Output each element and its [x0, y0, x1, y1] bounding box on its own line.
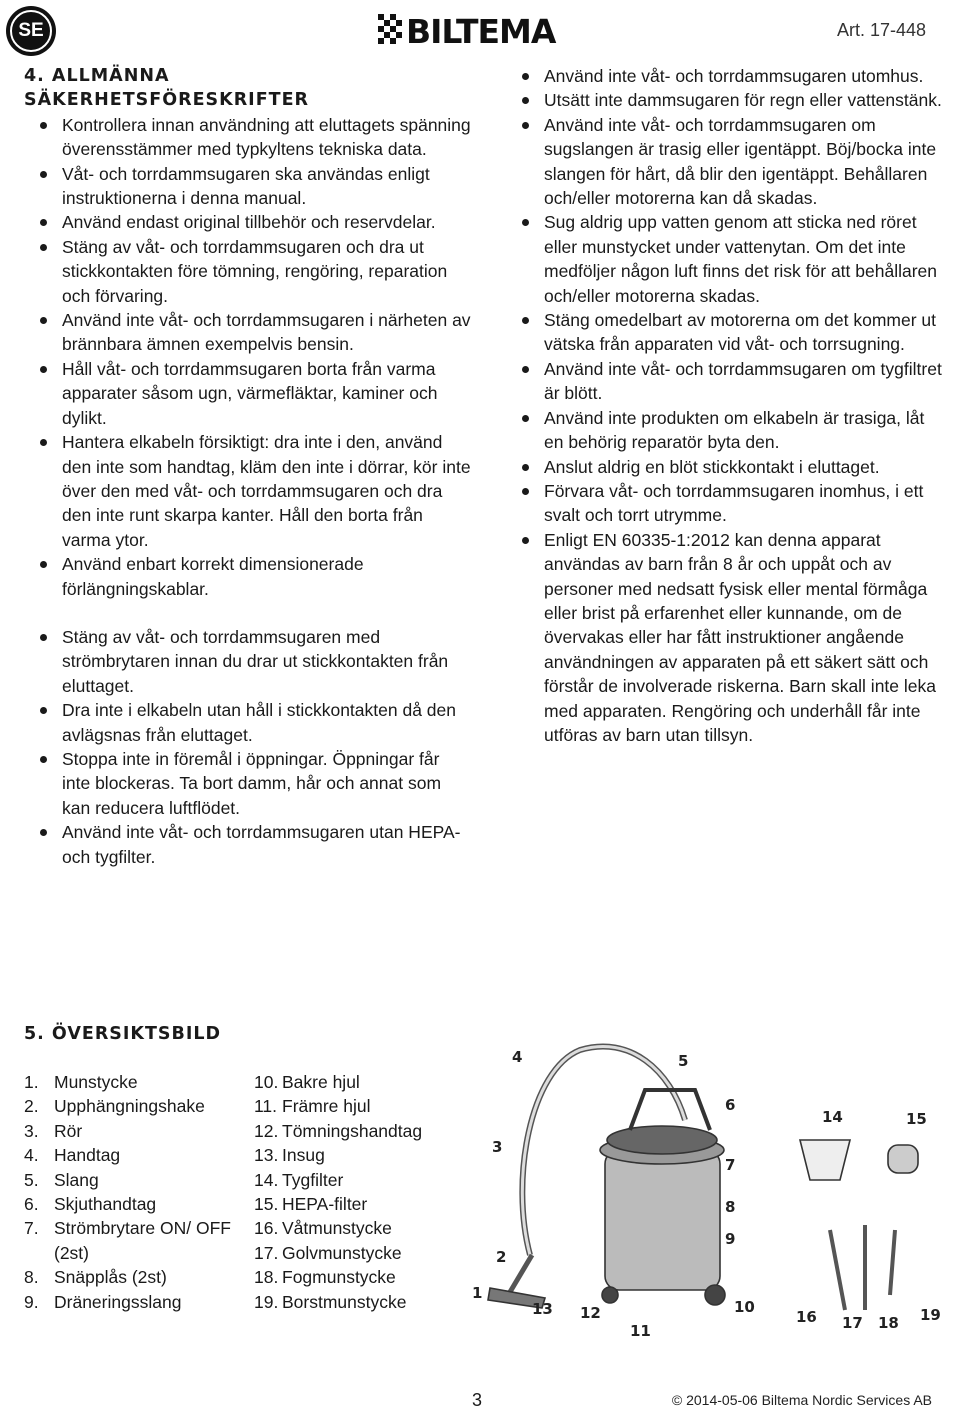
part-number: 14.: [254, 1169, 279, 1190]
vacuum-overview-diagram: [470, 1030, 950, 1345]
logo-text: BILTEMA: [406, 12, 556, 46]
section-4-title-line2: SÄKERHETSFÖRESKRIFTER: [24, 90, 310, 111]
list-item: Stäng av våt- och torrdammsugaren och dra ut stickkontakten före tömning, rengöring, reparation och förvaring.: [24, 235, 472, 308]
biltema-logo: [378, 12, 588, 46]
part-name: Bakre hjul: [282, 1072, 360, 1092]
part-number: 7.: [24, 1218, 39, 1239]
part-item: [254, 1070, 474, 1094]
list-item: Använd endast original tillbehör och reservdelar.: [24, 210, 472, 234]
part-name: Skjuthandtag: [54, 1194, 157, 1215]
diagram-label: 4: [512, 1048, 523, 1066]
part-name: Våtmunstycke: [282, 1218, 392, 1239]
list-item: Stoppa inte in föremål i öppningar. Öppningar får inte blockeras. Ta bort damm, hår och annat som kan reducera luftflödet.: [24, 747, 472, 820]
part-number: 18.: [254, 1267, 279, 1288]
diagram-label: 3: [492, 1138, 503, 1156]
safety-list-right: [506, 64, 946, 747]
logo-checker: [378, 14, 402, 44]
diagram-label: 9: [725, 1230, 736, 1248]
diagram-label: 13: [532, 1300, 553, 1318]
part-item: [254, 1192, 474, 1216]
list-item: Dra inte i elkabeln utan håll i stickkontakten då den avlägsnas från eluttaget.: [24, 698, 472, 747]
part-item: [24, 1094, 249, 1118]
list-item: Kontrollera innan användning att eluttagets spänning överensstämmer med typkyltens tekniska data.: [24, 113, 472, 162]
list-item: Förvara våt- och torrdammsugaren inomhus, i ett svalt och torrt utrymme.: [506, 479, 946, 528]
diagram-label: 11: [630, 1322, 651, 1340]
part-name: Strömbrytare ON/ OFF (2st): [54, 1218, 231, 1263]
part-number: 4.: [24, 1145, 39, 1166]
diagram-label: 2: [496, 1248, 507, 1266]
part-number: 12.: [254, 1120, 279, 1141]
diagram-label: 10: [734, 1298, 755, 1316]
part-number: 5.: [24, 1169, 39, 1190]
diagram-label: 12: [580, 1304, 601, 1322]
list-item: Våt- och torrdammsugaren ska användas enligt instruktionerna i denna manual.: [24, 162, 472, 211]
language-code: SE: [10, 10, 52, 52]
safety-list-left: [24, 113, 472, 601]
page-number: 3: [472, 1390, 483, 1410]
wheel-drawing: [602, 1287, 618, 1303]
list-item: Stäng av våt- och torrdammsugaren med strömbrytaren innan du drar ut stickkontakten från eluttaget.: [24, 625, 472, 698]
part-item: [254, 1168, 474, 1192]
diagram-label: 1: [472, 1284, 483, 1302]
part-number: 1.: [24, 1072, 39, 1092]
part-number: 15.: [254, 1194, 279, 1215]
parts-list-a: [24, 1070, 249, 1314]
article-number: Art. 17-448: [836, 20, 926, 40]
diagram-label: 8: [725, 1198, 736, 1216]
part-number: 6.: [24, 1194, 39, 1215]
diagram-label: 18: [878, 1314, 899, 1332]
list-item: Använd inte våt- och torrdammsugaren i närheten av brännbara ämnen exempelvis bensin.: [24, 308, 472, 357]
part-name: Tömningshandtag: [282, 1120, 423, 1141]
list-item: Stäng omedelbart av motorerna om det kommer ut vätska från apparaten vid våt- och torrsugning.: [506, 308, 946, 357]
diagram-label: 7: [725, 1156, 736, 1174]
part-number: 10.: [254, 1072, 279, 1092]
part-item: [254, 1143, 474, 1167]
part-name: Fogmunstycke: [282, 1267, 396, 1288]
part-name: Handtag: [54, 1145, 121, 1166]
right-column: [506, 64, 946, 747]
part-item: [24, 1119, 249, 1143]
list-item: Enligt EN 60335-1:2012 kan denna apparat användas av barn från 8 år och uppåt och av personer med nedsatt fysisk eller mental förmåga eller brist på erfarenhet eller kunnande, om de övervakas eller har fått instruktioner angående användningen av apparaten på ett säkert sätt och förstår de involverade riskerna. Barn skall inte leka med apparaten. Rengöring och underhåll får inte utföras av barn utan tillsyn.: [506, 528, 946, 748]
part-item: [254, 1241, 474, 1265]
part-number: 19.: [254, 1291, 279, 1312]
part-item: [254, 1119, 474, 1143]
diagram-label: 6: [725, 1096, 736, 1114]
part-number: 2.: [24, 1096, 39, 1117]
part-number: 11.: [254, 1096, 278, 1117]
part-number: 9.: [24, 1291, 39, 1312]
diagram-label: 17: [842, 1314, 863, 1332]
cloth-filter-drawing: [800, 1140, 850, 1180]
part-item: [254, 1290, 474, 1314]
part-name: Borstmunstycke: [282, 1291, 407, 1312]
part-number: 17.: [254, 1242, 279, 1263]
diagram-label: 5: [678, 1052, 689, 1070]
part-name: HEPA-filter: [282, 1194, 368, 1215]
left-column: [24, 64, 472, 869]
part-item: [254, 1216, 474, 1240]
part-item: [24, 1192, 249, 1216]
list-item: Använd inte våt- och torrdammsugaren utan HEPA- och tygfilter.: [24, 820, 472, 869]
list-item: Utsätt inte dammsugaren för regn eller vattenstänk.: [506, 88, 946, 112]
hepa-filter-drawing: [888, 1145, 918, 1173]
list-item: Använd inte våt- och torrdammsugaren om tygfiltret är blött.: [506, 357, 946, 406]
part-name: Främre hjul: [282, 1096, 371, 1117]
part-item: [24, 1265, 249, 1289]
diagram-label: 16: [796, 1308, 817, 1326]
part-item: [24, 1143, 249, 1167]
language-badge: [6, 6, 56, 56]
part-name: Insug: [282, 1145, 325, 1166]
part-item: [24, 1070, 249, 1094]
part-name: Tygfilter: [282, 1169, 344, 1190]
part-name: Upphängningshake: [54, 1096, 205, 1117]
list-item: Sug aldrig upp vatten genom att sticka ned röret eller munstycket under vattenytan. Om det inte medföljer någon luft finns det risk för att behållaren och/eller motorerna skadas.: [506, 210, 946, 308]
part-item: [254, 1094, 474, 1118]
copyright-text: © 2014-05-06 Biltema Nordic Services AB: [671, 1392, 932, 1408]
page-header: [0, 0, 960, 60]
part-name: Munstycke: [54, 1072, 138, 1092]
list-item: Håll våt- och torrdammsugaren borta från varma apparater såsom ugn, värmefläktar, kaminer och dylikt.: [24, 357, 472, 430]
part-name: Dräneringsslang: [54, 1291, 182, 1312]
part-item: [24, 1168, 249, 1192]
list-item: Använd inte våt- och torrdammsugaren om sugslangen är trasig eller igentäppt. Böj/bocka inte slangen för hårt, då blir den igentäppt. Behållaren och/eller motorerna kan då skadas.: [506, 113, 946, 211]
part-name: Snäpplås (2st): [54, 1267, 167, 1288]
part-number: 13.: [254, 1145, 279, 1166]
diagram-label: 19: [920, 1306, 941, 1324]
part-name: Rör: [54, 1120, 83, 1141]
part-item: [24, 1290, 249, 1314]
part-name: Slang: [54, 1169, 99, 1190]
part-name: Golvmunstycke: [282, 1242, 402, 1263]
section-5-title: 5. ÖVERSIKTSBILD: [24, 1024, 222, 1044]
part-number: 8.: [24, 1267, 39, 1288]
list-item: Använd enbart korrekt dimensionerade förlängningskablar.: [24, 552, 472, 601]
tube-drawing: [510, 1255, 532, 1292]
tank-drawing: [605, 1150, 720, 1290]
parts-list-b: [254, 1070, 474, 1314]
list-item: Använd inte våt- och torrdammsugaren utomhus.: [506, 64, 946, 88]
part-number: 16.: [254, 1218, 279, 1239]
safety-list-left-2: [24, 625, 472, 869]
section-4-title-line1: 4. ALLMÄNNA: [24, 66, 170, 86]
list-item: Anslut aldrig en blöt stickkontakt i eluttaget.: [506, 455, 946, 479]
part-item: [254, 1265, 474, 1289]
list-item: Använd inte produkten om elkabeln är trasiga, låt en behörig reparatör byta den.: [506, 406, 946, 455]
push-handle-drawing: [630, 1090, 710, 1130]
diagram-label: 15: [906, 1110, 927, 1128]
part-number: 3.: [24, 1120, 39, 1141]
accessory-drawing: [830, 1225, 895, 1310]
list-item: Hantera elkabeln försiktigt: dra inte i den, använd den inte som handtag, kläm den inte i dörrar, kör inte över den med våt- och torrdammsugaren och dra den inte runt skarpa kanter. Håll den borta från varma ytor.: [24, 430, 472, 552]
part-item: [24, 1216, 249, 1265]
diagram-label: 14: [822, 1108, 843, 1126]
